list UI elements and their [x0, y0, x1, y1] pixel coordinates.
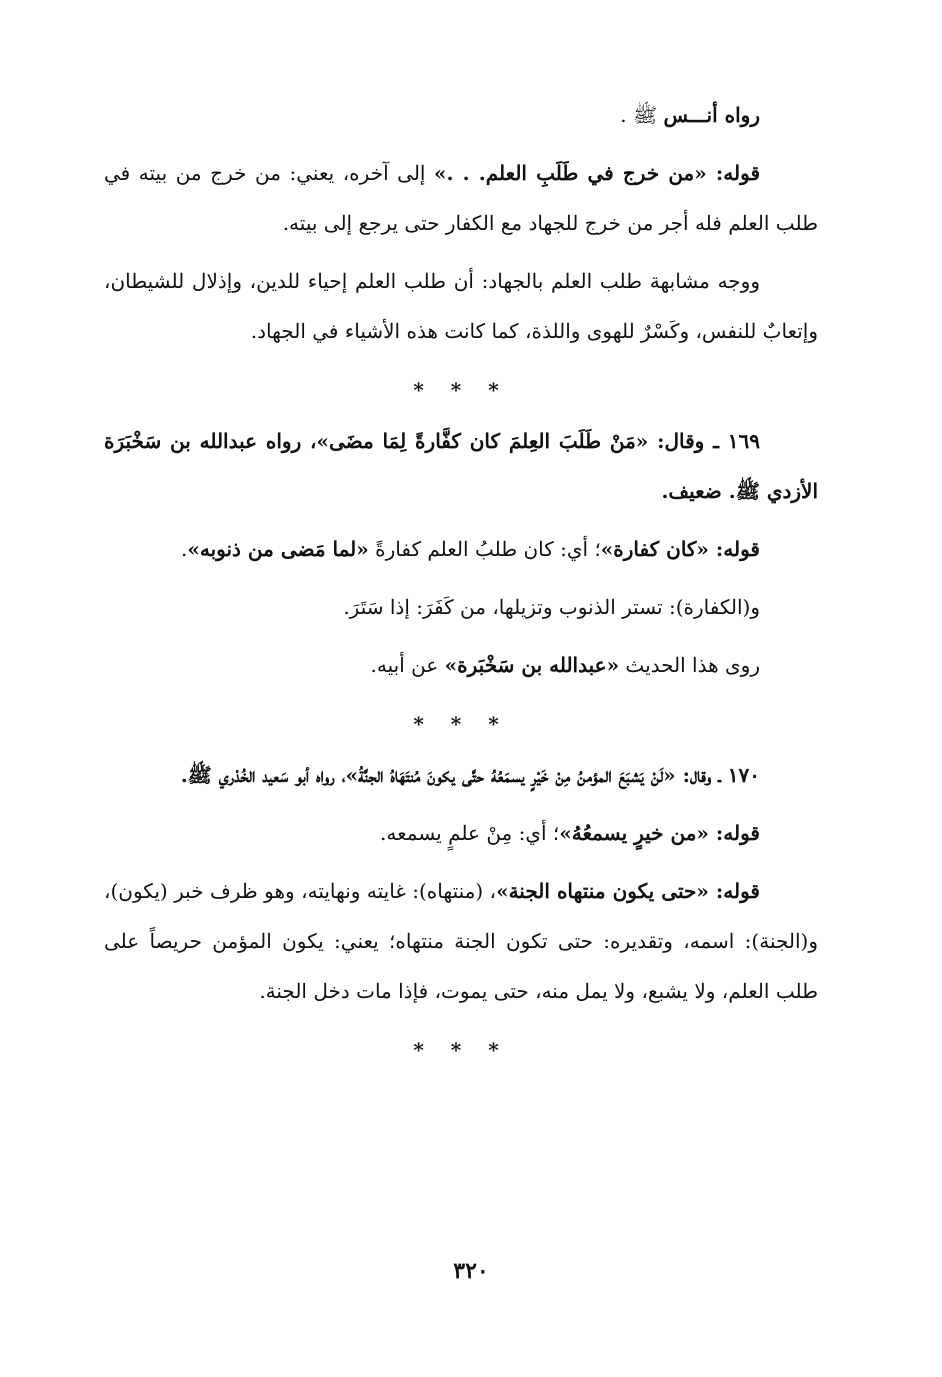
page-number: ٣٢٠ — [453, 1258, 489, 1284]
narration-anas-rest: ﷺ . — [620, 103, 664, 127]
hadith-169 — [104, 416, 818, 516]
hadith-170-text: ١٧٠ ـ وقال: «لَنْ يَشبَعَ المؤمنُ مِنْ خَيْرٍ يسمَعُهُ حتَّى يكونَ مُنتَهَاهُ الجنَّةُ»، رواه أبو سَعيد الخُدْري ﷺ. — [180, 763, 760, 787]
paragraph-commentary-muntaha — [104, 866, 818, 1016]
paragraph-comparison-jihad — [104, 256, 818, 356]
hadith-170 — [104, 750, 818, 800]
paragraph-commentary-kaffara — [104, 524, 818, 574]
kaffara-quote: قوله: «كان كفارة» — [600, 537, 760, 561]
narration-anas-bold: رواه أنـــس — [663, 103, 760, 127]
kaffara-explanation: ؛ أي: كان طلبُ العلم كفارةً — [368, 537, 601, 561]
narrator-note-post: عن أبيه. — [370, 653, 445, 677]
muntaha-quote: قوله: «حتى يكون منتهاه الجنة» — [496, 879, 760, 903]
kaffara-definition-text: و(الكفارة): تستر الذنوب وتزيلها، من كَفَرَ: إذا سَتَرَ. — [343, 595, 760, 619]
hadith-169-text: ١٦٩ ـ وقال: «مَنْ طَلَبَ العِلمَ كان كفَّارةً لِمَا مضَى»، رواه عبدالله بن سَخْبَرَة الأزدي ﷺ. ضعيف. — [104, 429, 818, 503]
commentary-quote: قوله: «من خرج في طَلَبِ العلم. . .» — [434, 161, 761, 185]
section-separator: * * * — [413, 378, 509, 402]
khair-explanation: ؛ أي: مِنْ علمٍ يسمعه. — [380, 821, 560, 845]
muntaha-explanation: ، (منتهاه): غايته ونهايته، وهو ظرف خبر (يكون)، و(الجنة): اسمه، وتقديره: حتى تكون الجنة منتهاه؛ يعني: يكون المؤمن حريصاً على طلب العلم، ولا يشبع، ولا يمل منه، حتى يموت، فإذا مات دخل الجنة. — [104, 879, 818, 1003]
paragraph-narration-anas — [104, 90, 818, 140]
kaffara-end: . — [181, 537, 188, 561]
section-separator: * * * — [413, 712, 509, 736]
comparison-text: ووجه مشابهة طلب العلم بالجهاد: أن طلب العلم إحياء للدين، وإذلال للشيطان، وإتعابٌ للنفس، وكَسْرٌ للهوى واللذة، كما كانت هذه الأشياء في الجهاد. — [104, 269, 818, 343]
page-body — [104, 90, 818, 1076]
paragraph-kaffara-definition — [104, 582, 818, 632]
paragraph-commentary-khair — [104, 808, 818, 858]
narrator-name: «عبدالله بن سَخْبَرة» — [444, 653, 620, 677]
paragraph-narrator-note — [104, 640, 818, 690]
paragraph-commentary-knowledge-seeker — [104, 148, 818, 248]
kaffara-quote-2: «لما مَضى من ذنوبه» — [187, 537, 369, 561]
khair-quote: قوله: «من خيرٍ يسمعُهُ» — [559, 821, 760, 845]
section-separator: * * * — [413, 1038, 509, 1062]
commentary-explanation: إلى آخره، يعني: من خرج من بيته في طلب العلم فله أجر من خرج للجهاد مع الكفار حتى يرجع إلى بيته. — [104, 161, 818, 235]
narrator-note-pre: روى هذا الحديث — [619, 653, 760, 677]
